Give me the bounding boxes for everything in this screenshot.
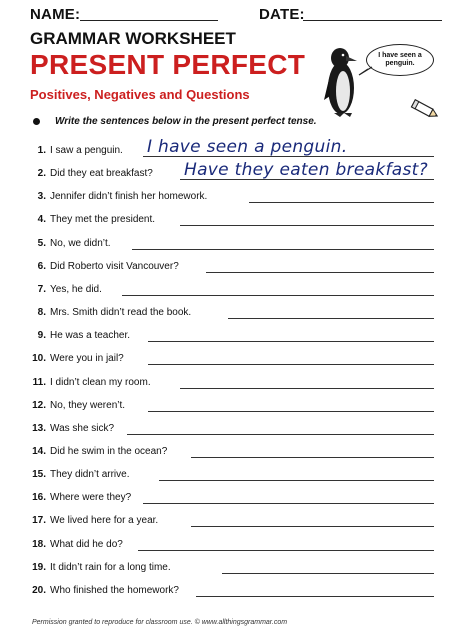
answer-line[interactable] [191,526,434,527]
item-number: 3. [37,191,46,203]
instruction-text: Write the sentences below in the present perfect tense. [55,116,317,127]
answer-line[interactable] [191,457,434,458]
answer-line[interactable] [206,272,434,273]
item-prompt: Mrs. Smith didn’t read the book. [50,307,192,319]
answer-line[interactable] [148,364,434,365]
item-number: 1. [37,145,46,156]
item-number: 6. [37,260,46,272]
bullet-icon [33,118,40,125]
item-number: 10. [32,353,46,365]
item-prompt: They didn’t arrive. [50,469,130,481]
item-prompt: Was she sick? [50,422,115,434]
date-label: DATE: [259,6,305,23]
item-prompt: We lived here for a year. [50,515,159,527]
name-label: NAME: [30,6,81,23]
footer-copyright: Permission granted to reproduce for classroom use. © www.allthingsgrammar.com [32,619,288,626]
answer-line[interactable] [196,596,434,597]
item-number: 14. [32,445,46,457]
item-prompt: Jennifer didn’t finish her homework. [50,191,208,203]
answer-line[interactable] [249,202,434,203]
item-number: 19. [32,561,46,573]
exercise-item [0,349,474,371]
item-number: 5. [37,237,46,249]
exercise-item [0,303,474,325]
item-prompt: Yes, he did. [50,283,102,295]
handwritten-answer: I have seen a penguin. [147,137,348,157]
item-number: 9. [37,330,46,342]
item-prompt: I saw a penguin. [50,145,123,156]
item-number: 7. [37,283,46,295]
answer-line[interactable] [127,434,434,435]
item-prompt: Did Roberto visit Vancouver? [50,260,179,272]
answer-line[interactable] [143,503,434,504]
item-number: 2. [37,168,46,180]
exercise-item [0,326,474,348]
item-number: 15. [32,469,46,481]
item-prompt: What did he do? [50,538,123,550]
item-prompt: Did they eat breakfast? [50,168,153,180]
exercise-item [0,442,474,464]
speech-bubble [366,44,434,76]
handwritten-answer: Have they eaten breakfast? [184,160,428,181]
exercise-item [0,396,474,418]
exercise-item [0,511,474,533]
name-field[interactable] [80,20,218,21]
answer-line[interactable] [159,480,434,481]
exercise-item [0,257,474,279]
item-prompt: Who finished the homework? [50,584,179,596]
item-number: 16. [32,492,46,504]
item-number: 20. [32,584,46,596]
answer-line[interactable] [148,341,434,342]
answer-line[interactable] [222,573,434,574]
item-prompt: No, they weren’t. [50,399,126,411]
answer-line[interactable] [132,249,434,250]
exercise-item [0,558,474,580]
item-number: 8. [37,307,46,319]
exercise-item [0,187,474,209]
exercise-item [0,535,474,557]
answer-line[interactable] [148,411,434,412]
penguin-illustration [320,44,362,118]
pencil-icon [406,96,442,122]
exercise-item [0,280,474,302]
item-prompt: I didn’t clean my room. [50,376,151,388]
exercise-item [0,419,474,441]
worksheet-heading: GRAMMAR WORKSHEET [30,29,236,48]
answer-line[interactable] [180,225,434,226]
answer-line[interactable] [180,388,434,389]
item-number: 18. [32,538,46,550]
exercise-item [0,465,474,487]
speech-bubble-tail [358,66,374,76]
item-number: 17. [32,515,46,527]
exercise-item [0,373,474,395]
page-subtitle: Positives, Negatives and Questions [30,87,250,102]
exercise-item [0,581,474,603]
item-prompt: Where were they? [50,492,132,504]
item-prompt: It didn’t rain for a long time. [50,561,171,573]
exercise-item [0,160,474,186]
item-prompt: Were you in jail? [50,353,124,365]
answer-line[interactable] [228,318,434,319]
answer-line[interactable] [122,295,434,296]
date-field[interactable] [303,20,442,21]
item-prompt: He was a teacher. [50,330,131,342]
exercise-item [0,488,474,510]
item-number: 13. [32,422,46,434]
exercise-item [0,210,474,232]
item-prompt: They met the president. [50,214,156,226]
item-prompt: Did he swim in the ocean? [50,445,168,457]
speech-bubble-text: I have seen a penguin. [378,51,422,67]
item-prompt: No, we didn’t. [50,237,111,249]
item-number: 12. [32,399,46,411]
answer-line[interactable] [138,550,434,551]
exercise-item [0,234,474,256]
item-number: 4. [37,214,46,226]
page-title: PRESENT PERFECT [30,49,306,80]
item-number: 11. [32,376,46,388]
